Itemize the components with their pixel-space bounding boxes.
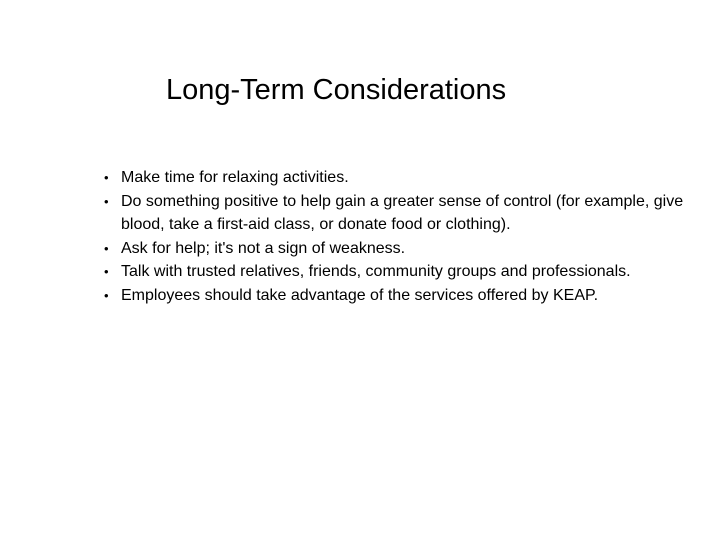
bullet-icon: • xyxy=(104,240,109,256)
bullet-text: Ask for help; it's not a sign of weakness. xyxy=(121,239,406,257)
bullet-icon: • xyxy=(104,170,109,185)
bullet-item xyxy=(104,237,684,261)
slide-title: Long-Term Considerations xyxy=(166,74,507,106)
bullet-icon: • xyxy=(104,264,109,279)
bullet-icon: • xyxy=(104,287,109,303)
bullet-item xyxy=(104,284,684,308)
bullet-text: Do something positive to help gain a greater sense of control (for example, give blood, take a first-aid class, or donate food or clothing). xyxy=(121,192,684,233)
bullet-icon: • xyxy=(104,193,109,209)
bullet-text: Make time for relaxing activities. xyxy=(121,169,349,186)
bullet-text: Talk with trusted relatives, friends, community groups and professionals. xyxy=(121,263,631,280)
bullet-item xyxy=(104,190,684,237)
bullet-text: Employees should take advantage of the services offered by KEAP. xyxy=(121,286,599,304)
bullet-item xyxy=(104,260,684,284)
bullet-list xyxy=(104,166,684,307)
bullet-item xyxy=(104,166,684,190)
